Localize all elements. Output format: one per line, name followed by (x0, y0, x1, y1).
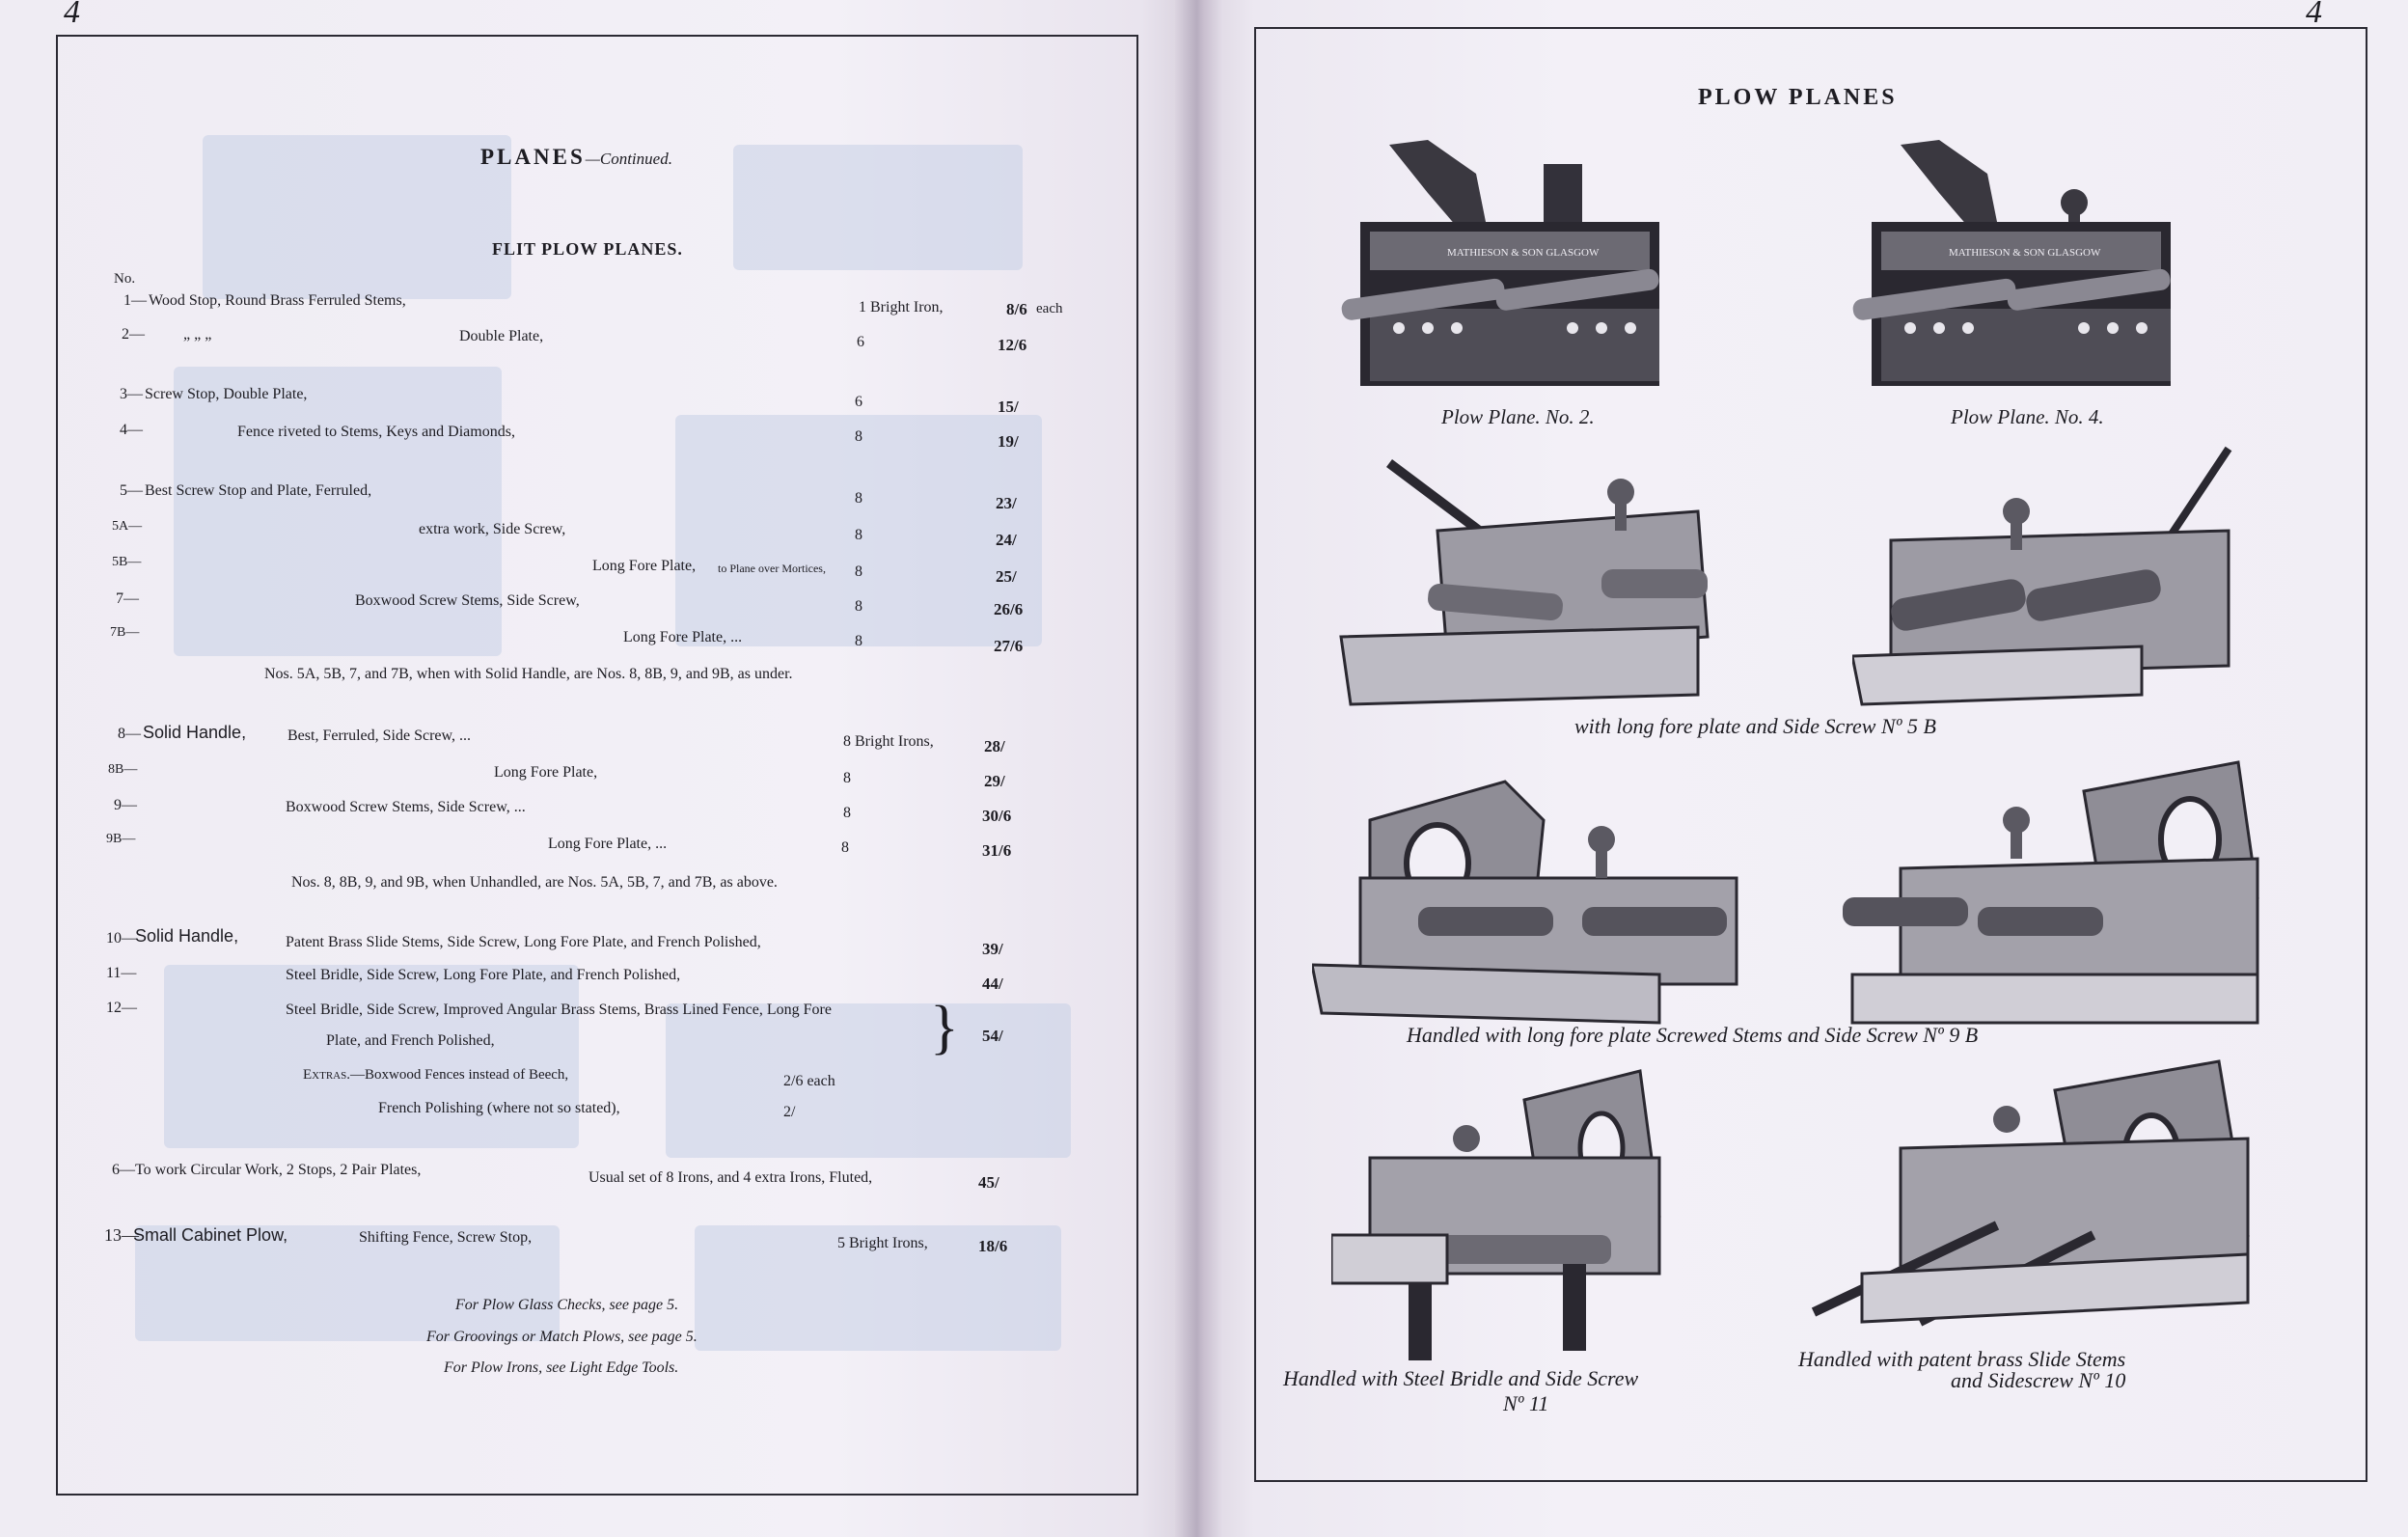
row-price: 30/6 (982, 807, 1012, 825)
row-no: 9B— (106, 832, 136, 846)
row-price: 39/ (982, 940, 1003, 958)
no-column-label: No. (114, 271, 136, 287)
section-subtitle: FLIT PLOW PLANES. (492, 239, 683, 259)
row-desc: Fence riveted to Stems, Keys and Diamonds, (237, 424, 515, 440)
row-no: 5A— (112, 519, 143, 534)
caption-no-10-line2: and Sidescrew Nº 10 (1951, 1368, 2126, 1392)
row-price: 23/ (996, 494, 1017, 512)
row-no: 5— (120, 482, 143, 499)
caption-no-5b: with long fore plate and Side Screw Nº 5 B (1574, 714, 1936, 738)
caption-no-11-number: Nº 11 (1503, 1391, 1549, 1415)
row-price: 28/ (984, 737, 1005, 755)
row-no: 5B— (112, 555, 142, 569)
extras-price: 2/ (783, 1104, 796, 1120)
row-desc: Screw Stop, Double Plate, (145, 386, 308, 402)
row-irons: 6 (855, 394, 862, 410)
row-price: 8/6 (1006, 300, 1027, 318)
row-desc: Patent Brass Slide Stems, Side Screw, Long Fore Plate, and French Polished, (286, 934, 761, 950)
row-desc: Long Fore Plate, ... (623, 629, 743, 645)
row-price: 31/6 (982, 841, 1012, 860)
row-no: 10— (106, 930, 137, 947)
row-price: 25/ (996, 567, 1017, 586)
ghost-plane-image (164, 965, 579, 1148)
footnote: For Plow Irons, see Light Edge Tools. (444, 1359, 679, 1376)
plow-plane-no-2-illustration (1341, 135, 1708, 396)
row-no: 12— (106, 1000, 137, 1016)
row-no: 4— (120, 422, 143, 438)
row-desc: Long Fore Plate, (494, 764, 598, 781)
row-irons: 8 (855, 527, 862, 543)
row-lead: Solid Handle, (135, 926, 239, 946)
row-irons: 8 (855, 633, 862, 649)
ghost-plane-image (666, 1003, 1071, 1158)
row-price: 12/6 (998, 336, 1027, 354)
title-suffix: —Continued. (585, 150, 672, 168)
row-desc: Double Plate, (459, 328, 544, 344)
section-note: Nos. 5A, 5B, 7, and 7B, when with Solid Handle, are Nos. 8, 8B, 9, and 9B, as under. (264, 666, 793, 682)
row-irons: 8 (855, 428, 862, 445)
row-no: 3— (120, 386, 143, 402)
row-irons: 8 (843, 770, 851, 786)
maker-stamp: MATHIESON & SON GLASGOW (1447, 247, 1600, 259)
row-lead: Solid Handle, (143, 723, 247, 742)
row-irons: Usual set of 8 Irons, and 4 extra Irons, Fluted, (588, 1169, 873, 1186)
plow-plane-9b-illustration (1312, 762, 1775, 1032)
row-irons: 8 Bright Irons, (843, 733, 934, 750)
footnote: For Groovings or Match Plows, see page 5. (426, 1329, 698, 1345)
row-no: 7— (116, 590, 139, 607)
row-no: 8B— (108, 762, 138, 777)
row-irons: 1 Bright Iron, (859, 299, 944, 316)
extras-price: 2/6 each (783, 1073, 835, 1089)
row-desc-continued: Plate, and French Polished, (326, 1032, 495, 1049)
row-irons: 5 Bright Irons, (837, 1235, 928, 1251)
row-desc: Steel Bridle, Side Screw, Long Fore Plate, and French Polished, (286, 967, 681, 983)
row-price: 44/ (982, 974, 1003, 993)
caption-plow-plane-no-4: Plow Plane. No. 4. (1951, 405, 2104, 428)
caption-no-9b: Handled with long fore plate Screwed Stems and Side Screw Nº 9 B (1407, 1023, 1979, 1047)
row-desc: extra work, Side Screw, (419, 521, 566, 537)
plow-plane-5b-side-illustration (1852, 444, 2258, 714)
extras-label: Extras. (303, 1067, 350, 1083)
row-desc: Long Fore Plate, ... (548, 836, 668, 852)
caption-plow-plane-no-2: Plow Plane. No. 2. (1441, 405, 1595, 428)
row-desc: Best Screw Stop and Plate, Ferruled, (145, 482, 372, 499)
row-no: 1— (123, 292, 147, 309)
row-no: 13— (104, 1225, 139, 1245)
ditto-mark: „ „ „ (183, 326, 212, 343)
row-price: 19/ (998, 432, 1019, 451)
row-price: 54/ (982, 1027, 1003, 1045)
plow-plane-9b-side-illustration (1833, 753, 2277, 1032)
brace-mark: } (930, 995, 959, 1060)
row-desc: Best, Ferruled, Side Screw, ... (287, 727, 472, 744)
row-price: 27/6 (994, 637, 1024, 655)
caption-no-11: Handled with Steel Bridle and Side Screw (1283, 1366, 1639, 1390)
caption-no-10: Handled with patent brass Slide Stems (1798, 1347, 2126, 1371)
right-page-title: PLOW PLANES (1698, 85, 1898, 110)
row-desc: Steel Bridle, Side Screw, Improved Angular Brass Stems, Brass Lined Fence, Long Fore (286, 1002, 832, 1018)
row-price: 26/6 (994, 600, 1024, 618)
row-irons: 8 (841, 839, 849, 856)
row-price: 24/ (996, 531, 1017, 549)
book-gutter (1175, 0, 1223, 1537)
row-price: 29/ (984, 772, 1005, 790)
row-no: 9— (114, 797, 137, 813)
plow-plane-no-11-illustration (1331, 1061, 1698, 1370)
row-desc: Boxwood Screw Stems, Side Screw, (355, 592, 580, 609)
row-irons: 8 (855, 598, 862, 615)
ghost-plane-image (203, 135, 511, 299)
row-desc: Shifting Fence, Screw Stop, (359, 1229, 533, 1246)
row-irons: 8 (843, 805, 851, 821)
row-no: 11— (106, 965, 137, 981)
row-desc: Wood Stop, Round Brass Ferruled Stems, (149, 292, 406, 309)
row-irons: 8 (855, 490, 862, 507)
row-desc: Long Fore Plate, (592, 558, 697, 574)
row-no: 7B— (110, 625, 140, 640)
row-irons: 6 (857, 334, 864, 350)
plow-plane-5b-illustration (1331, 444, 1756, 714)
row-no: 2— (122, 326, 145, 343)
row-price: 18/6 (978, 1237, 1008, 1255)
footnote: For Plow Glass Checks, see page 5. (455, 1297, 679, 1313)
section-note: Nos. 8, 8B, 9, and 9B, when Unhandled, are Nos. 5A, 5B, 7, and 7B, as above. (291, 874, 778, 891)
page-title: PLANES—Continued. (480, 145, 672, 169)
left-page-number: 4 (64, 0, 80, 30)
row-price: 15/ (998, 398, 1019, 416)
row-desc: To work Circular Work, 2 Stops, 2 Pair Plates, (135, 1162, 422, 1178)
right-page-number: 4 (2306, 0, 2322, 30)
row-note: to Plane over Mortices, (718, 562, 826, 575)
ghost-plane-image (174, 367, 502, 656)
price-unit: each (1036, 301, 1063, 316)
plow-plane-no-4-illustration (1852, 135, 2219, 396)
maker-stamp: MATHIESON & SON GLASGOW (1949, 247, 2101, 259)
row-lead: Small Cabinet Plow, (133, 1225, 288, 1245)
ghost-plane-image (733, 145, 1023, 270)
row-desc: Boxwood Screw Stems, Side Screw, ... (286, 799, 526, 815)
row-no: 8— (118, 726, 141, 742)
plow-plane-no-10-illustration (1804, 1052, 2267, 1341)
extras-line: Extras.—Boxwood Fences instead of Beech, (303, 1067, 569, 1083)
row-price: 45/ (978, 1173, 999, 1192)
row-no: 6— (112, 1162, 135, 1178)
row-irons: 8 (855, 563, 862, 580)
extras-line: French Polishing (where not so stated), (378, 1100, 620, 1116)
